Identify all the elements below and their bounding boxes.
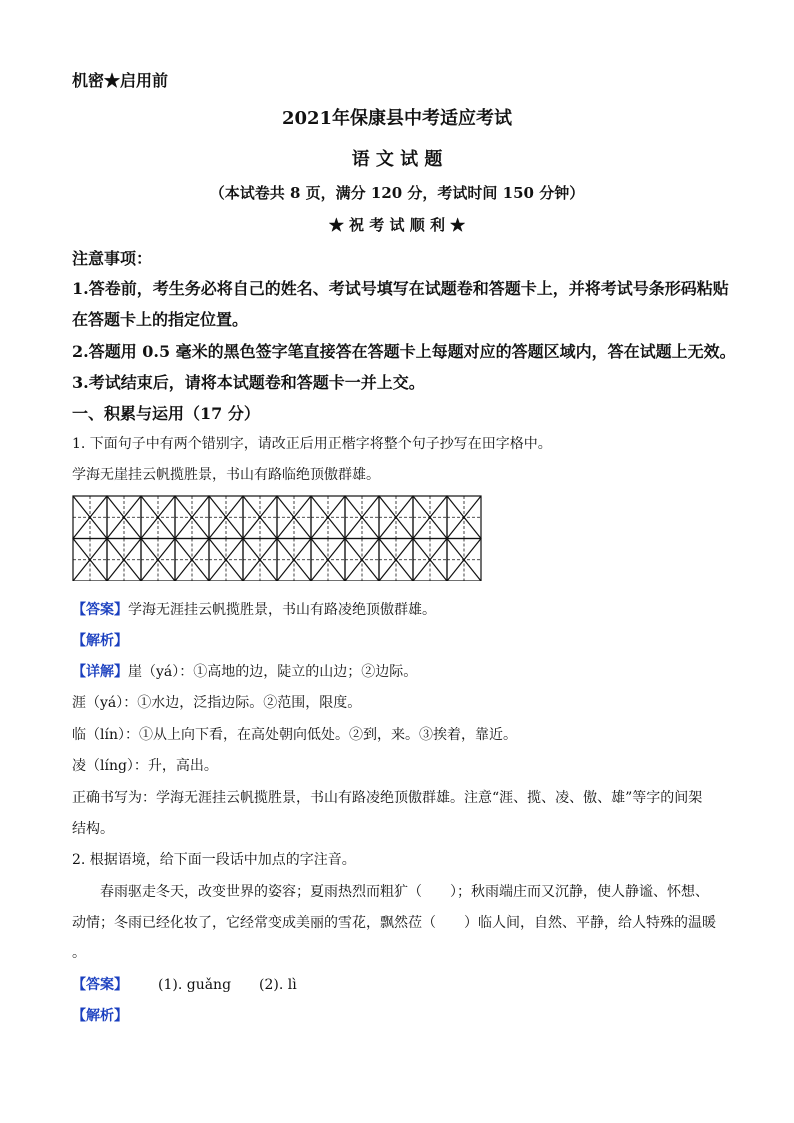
section-1-heading: 一、积累与运用（17 分） — [72, 404, 260, 423]
q1-detail-1: 崖（yá）：①高地的边，陡立的山边；②边际。 — [128, 664, 418, 680]
note-1-line-1: 1.答卷前，考生务必将自己的姓名、考试号填写在试题卷和答题卡上，并将考试号条形码粘贴 — [72, 279, 729, 298]
q1-prompt: 1. 下面句子中有两个错别字，请改正后用正楷字将整个句子抄写在田字格中。 — [72, 436, 552, 452]
q2-answer-tag: 【答案】 — [72, 977, 128, 993]
note-2: 2.答题用 0.5 毫米的黑色签字笔直接答在答题卡上每题对应的答题区域内，答在试题上无效。 — [72, 342, 736, 361]
q1-analysis-tag: 【解析】 — [72, 633, 128, 649]
q1-detail-tag: 【详解】 — [72, 664, 128, 680]
exam-title: 2021年保康县中考适应考试 — [281, 108, 513, 129]
q1-detail-line-1 — [72, 661, 417, 681]
notes-heading: 注意事项： — [72, 249, 153, 268]
tianzige-grid — [72, 495, 484, 581]
confidential-label: 机密★启用前 — [72, 71, 169, 90]
q1-answer-tag: 【答案】 — [72, 602, 128, 618]
q2-passage-line-1: 春雨驱走冬天，改变世界的姿容；夏雨热烈而粗犷（ ）；秋雨端庄而又沉静，使人静谧、怀想、 — [100, 884, 709, 900]
q1-detail-5-line-1: 正确书写为：学海无涯挂云帆揽胜景，书山有路凌绝顶傲群雄。注意“涯、揽、凌、傲、雄”等字的间架 — [72, 790, 703, 806]
note-3: 3.考试结束后，请将本试题卷和答题卡一并上交。 — [72, 373, 425, 392]
q1-detail-3: 临（lín）：①从上向下看，在高处朝向低处。②到，来。③挨着，靠近。 — [72, 727, 517, 743]
q2-analysis-tag: 【解析】 — [72, 1008, 128, 1024]
q2-passage-line-2: 动情；冬雨已经化妆了，它经常变成美丽的雪花，飘然莅（ ）临人间，自然、平静，给人特殊的温暖 — [72, 915, 716, 931]
q1-answer: 学海无涯挂云帆揽胜景，书山有路凌绝顶傲群雄。 — [128, 602, 436, 618]
q1-answer-line — [72, 599, 436, 619]
q1-detail-5-line-2: 结构。 — [72, 821, 114, 837]
q1-sentence: 学海无崖挂云帆揽胜景，书山有路临绝顶傲群雄。 — [72, 467, 380, 483]
q2-answer-line — [72, 974, 297, 994]
exam-info: （本试卷共 8 页，满分 120 分，考试时间 150 分钟） — [209, 184, 585, 202]
q2-passage-line-3: 。 — [72, 945, 86, 961]
q1-detail-2: 涯（yá）：①水边，泛指边际。②范围，限度。 — [72, 695, 362, 711]
note-1-line-2: 在答题卡上的指定位置。 — [72, 310, 249, 329]
good-luck-line: ★ 祝 考 试 顺 利 ★ — [328, 216, 466, 234]
q2-answer: (1). guǎng (2). lì — [158, 977, 297, 993]
subject-title: 语 文 试 题 — [351, 149, 443, 170]
q1-detail-4: 凌（líng）：升，高出。 — [72, 758, 218, 774]
q2-prompt: 2. 根据语境，给下面一段话中加点的字注音。 — [72, 852, 356, 868]
